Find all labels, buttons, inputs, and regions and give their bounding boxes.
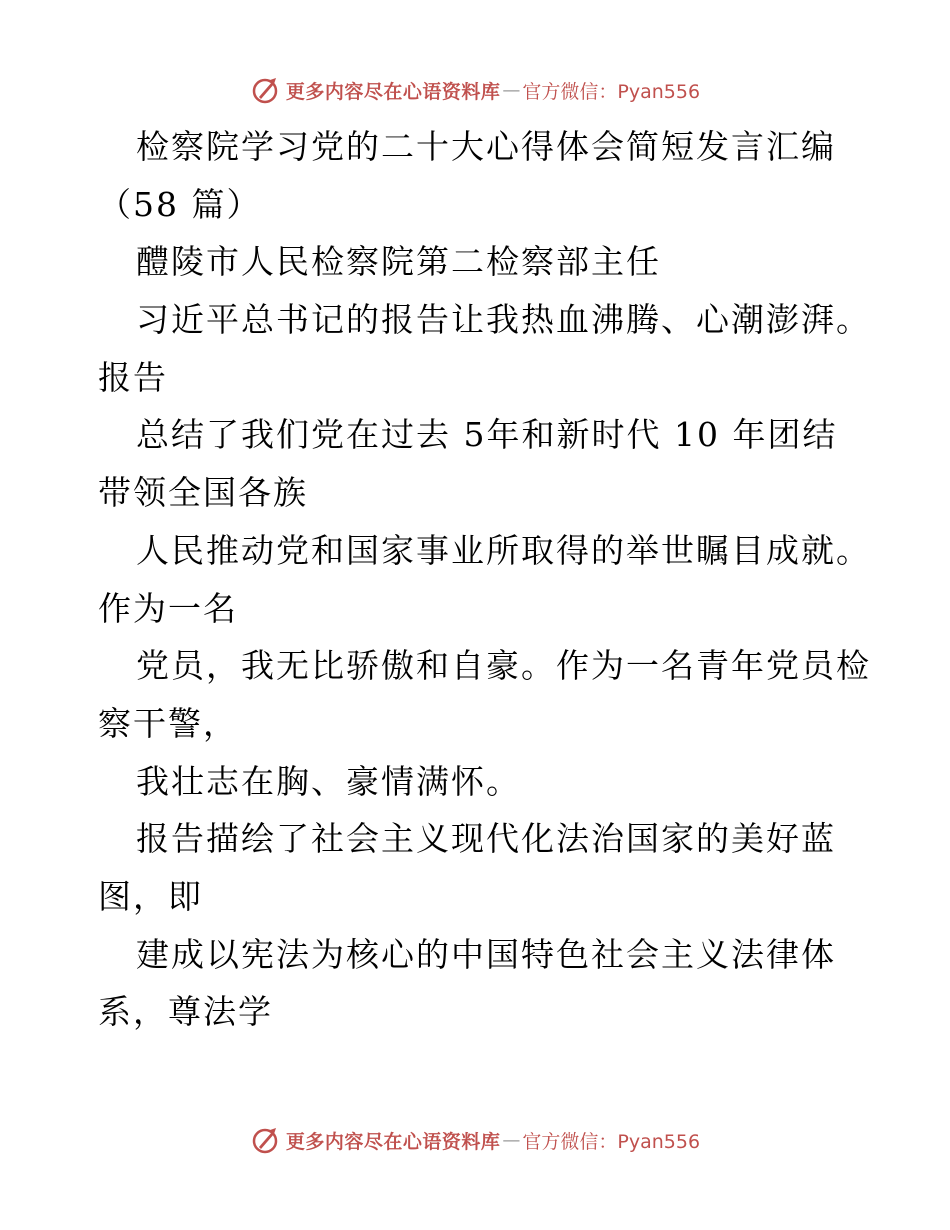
footer-banner <box>0 1122 950 1158</box>
paragraph-line: 图，即 <box>98 876 203 916</box>
paragraph-line: 作为一名 <box>98 588 238 628</box>
paragraph-line: 带领全国各族 <box>98 473 308 513</box>
paragraph-line: 报告描绘了社会主义现代化法治国家的美好蓝 <box>136 819 836 859</box>
paragraph-line: 系，尊法学 <box>98 992 273 1032</box>
paragraph-line: 我壮志在胸、豪情满怀。 <box>136 761 521 801</box>
paragraph-line: 习近平总书记的报告让我热血沸腾、心潮澎湃。 <box>136 300 871 340</box>
paragraph-line: 报告 <box>98 357 168 397</box>
footer-separator: — <box>502 1129 521 1151</box>
header-site-text: 更多内容尽在心语资料库 <box>285 80 501 103</box>
document-title-line-2: （58 篇） <box>98 184 262 224</box>
footer-wechat-text: 官方微信：Pyan556 <box>522 1130 701 1153</box>
header-banner <box>0 72 950 108</box>
header-separator: — <box>502 79 521 101</box>
footer-site-text: 更多内容尽在心语资料库 <box>285 1130 501 1153</box>
paragraph-line: 人民推动党和国家事业所取得的举世瞩目成就。 <box>136 530 871 570</box>
header-wechat-text: 官方微信：Pyan556 <box>522 80 701 103</box>
paragraph-line: 总结了我们党在过去 5年和新时代 10 年团结 <box>136 415 838 455</box>
document-body <box>98 118 871 1041</box>
document-title-line-1: 检察院学习党的二十大心得体会简短发言汇编 <box>136 127 836 166</box>
quill-circle-logo-icon <box>250 75 280 105</box>
quill-circle-logo-icon <box>250 1125 280 1155</box>
paragraph-line: 察干警， <box>98 703 238 743</box>
paragraph-line: 建成以宪法为核心的中国特色社会主义法律体 <box>136 934 836 974</box>
paragraph-line: 党员，我无比骄傲和自豪。作为一名青年党员检 <box>136 646 871 686</box>
author-line: 醴陵市人民检察院第二检察部主任 <box>136 242 661 282</box>
